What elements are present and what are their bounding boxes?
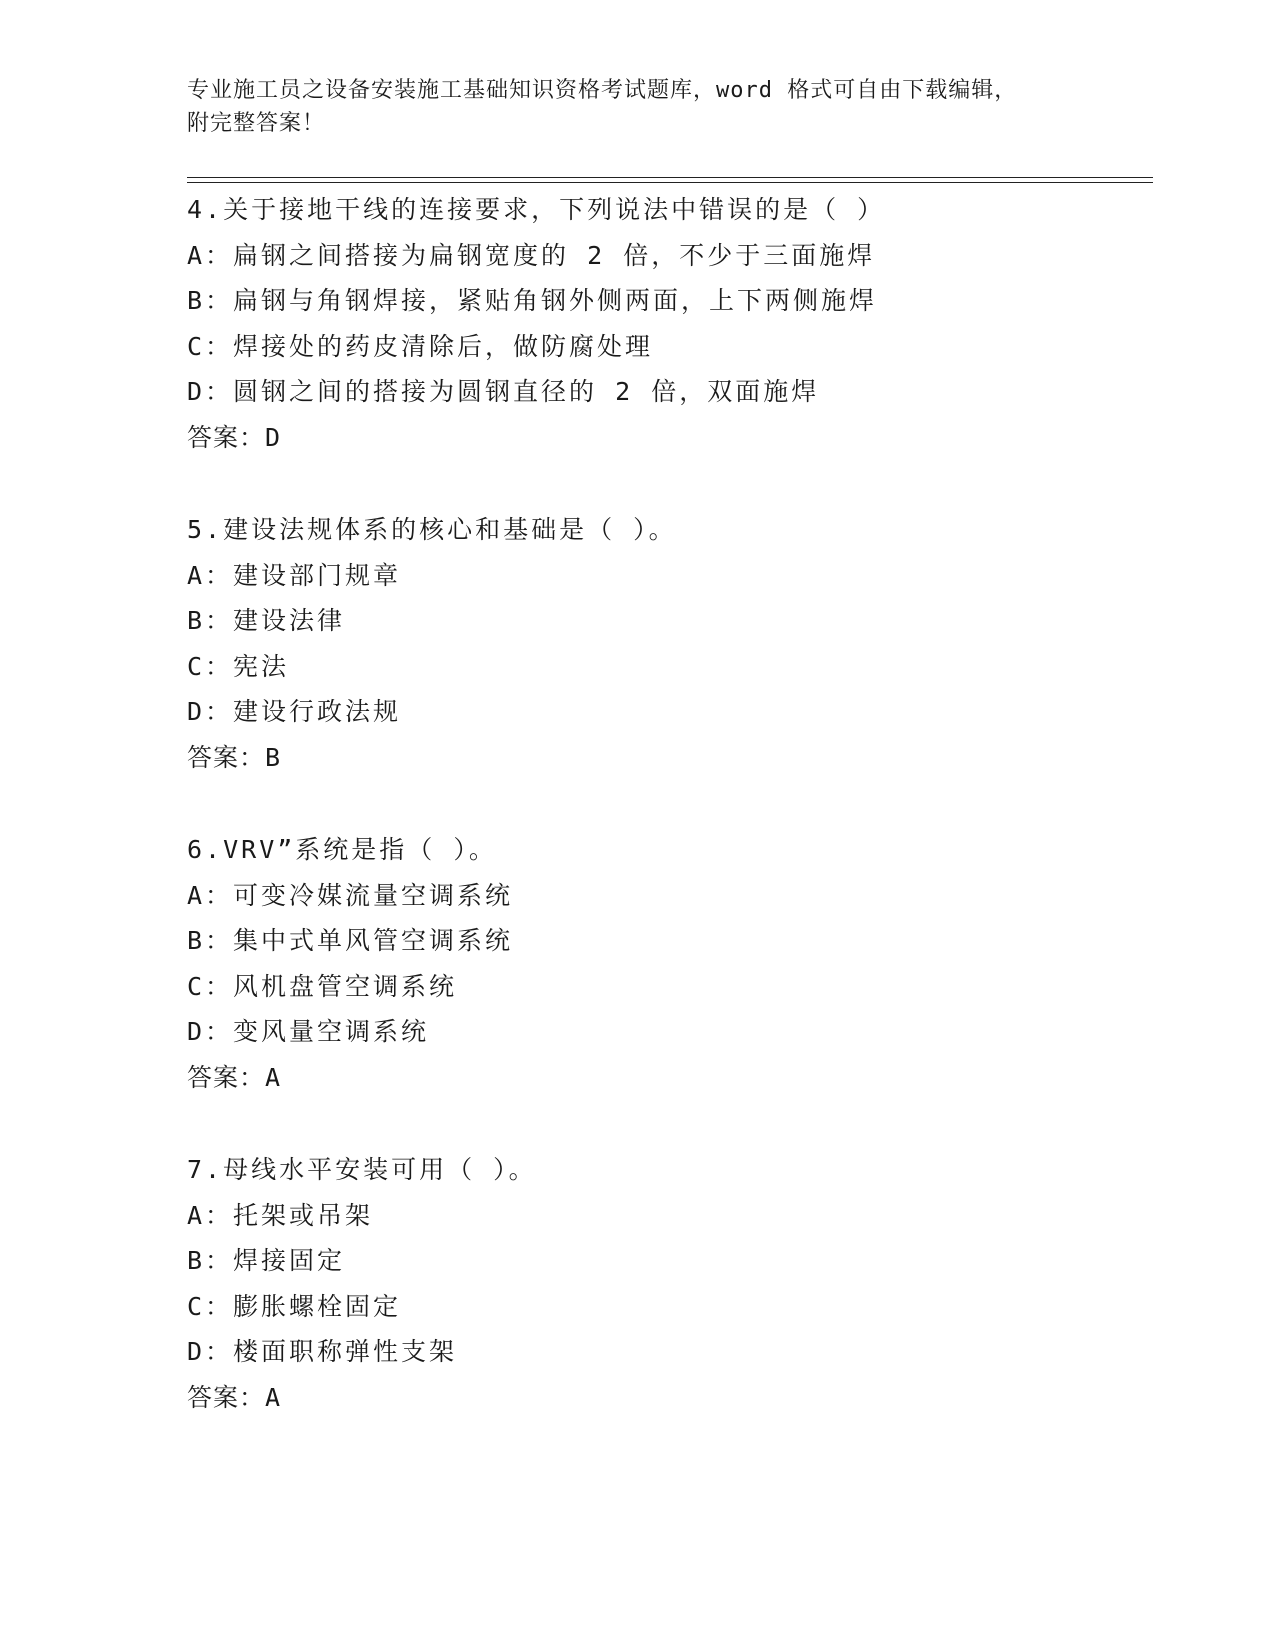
question-7 [187, 1147, 1153, 1420]
option-c: C：膨胀螺栓固定 [187, 1291, 402, 1321]
option-d: D：圆钢之间的搭接为圆钢直径的 2 倍，双面施焊 [187, 377, 820, 406]
header-divider-bottom [187, 182, 1153, 183]
answer-line: 答案：B [187, 742, 282, 772]
option-a: A：建设部门规章 [187, 560, 402, 590]
question-stem: 7.母线水平安装可用（ ）。 [187, 1155, 537, 1184]
question-6 [187, 827, 1153, 1100]
option-c: C：焊接处的药皮清除后，做防腐处理 [187, 331, 654, 361]
option-c: C：宪法 [187, 651, 290, 681]
option-d: D：建设行政法规 [187, 697, 402, 726]
header-line-1: 专业施工员之设备安装施工基础知识资格考试题库，word 格式可自由下载编辑， [187, 78, 1018, 103]
header-divider-top [187, 177, 1153, 178]
option-d: D：变风量空调系统 [187, 1017, 430, 1046]
option-a: A：扁钢之间搭接为扁钢宽度的 2 倍，不少于三面施焊 [187, 240, 876, 270]
option-b: B：扁钢与角钢焊接，紧贴角钢外侧两面，上下两侧施焊 [187, 286, 878, 315]
option-c: C：风机盘管空调系统 [187, 971, 458, 1001]
question-5 [187, 507, 1153, 780]
document-header [187, 74, 1087, 140]
question-stem: 6.VRV”系统是指（ ）。 [187, 835, 497, 864]
header-line-2: 附完整答案！ [187, 111, 326, 136]
question-4 [187, 187, 1153, 460]
option-b: B：集中式单风管空调系统 [187, 926, 514, 955]
option-a: A：托架或吊架 [187, 1200, 374, 1230]
question-stem: 4.关于接地干线的连接要求，下列说法中错误的是（ ） [187, 195, 886, 224]
option-d: D：楼面职称弹性支架 [187, 1337, 458, 1366]
question-stem: 5.建设法规体系的核心和基础是（ ）。 [187, 515, 677, 544]
answer-line: 答案：A [187, 1062, 282, 1092]
option-a: A：可变冷媒流量空调系统 [187, 880, 514, 910]
option-b: B：焊接固定 [187, 1246, 346, 1275]
option-b: B：建设法律 [187, 606, 346, 635]
answer-line: 答案：D [187, 422, 282, 452]
answer-line: 答案：A [187, 1382, 282, 1412]
